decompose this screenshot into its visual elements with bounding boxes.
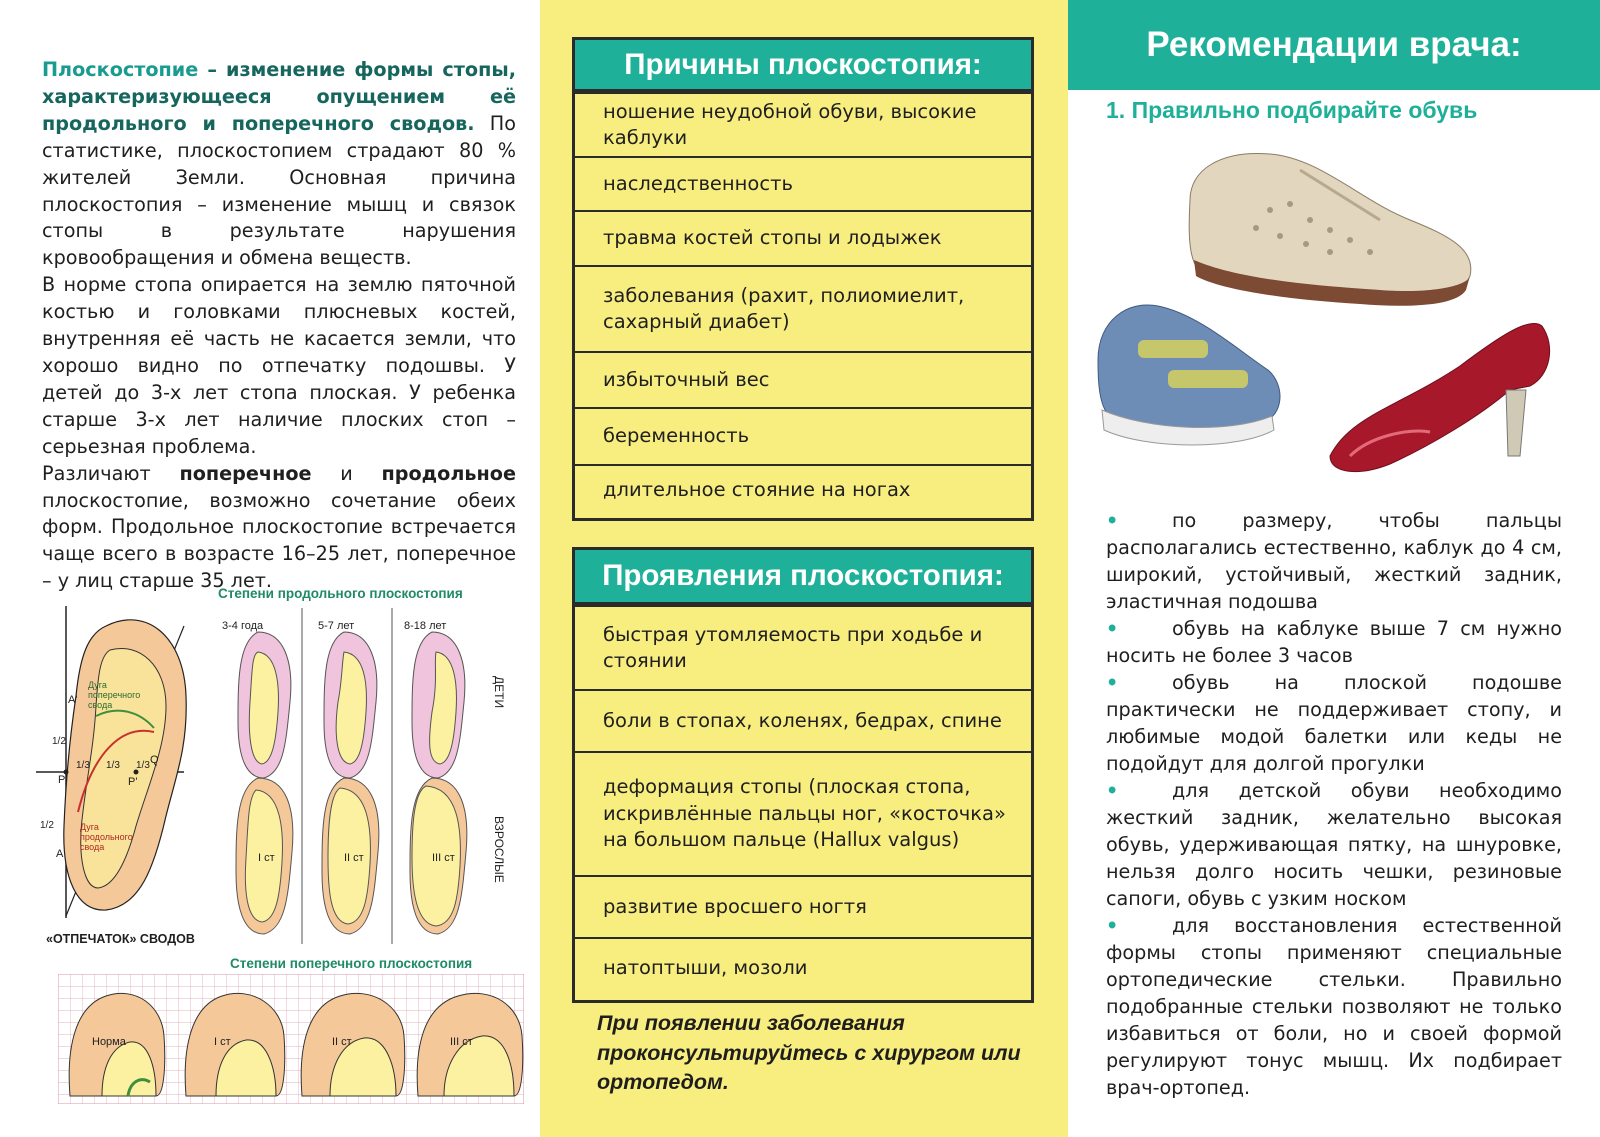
- age-label-1: 3-4 года: [222, 620, 264, 632]
- letter-p: P: [58, 774, 66, 786]
- symptom-item: натоптыши, мозоли: [575, 937, 1031, 997]
- symptom-item: быстрая утомляемость при ходьбе и стоянии: [575, 605, 1031, 689]
- consult-note: При появлении заболевания проконсультируйтесь с хирургом или ортопедом.: [597, 1011, 1021, 1094]
- letter-q: Q: [150, 754, 159, 766]
- bullet-icon: •: [1106, 509, 1119, 532]
- intro-text: [42, 57, 516, 595]
- recommendation-item: • по размеру, чтобы пальцы располагались естественно, каблук до 4 см, широкий, устойчивый, жесткий задник, эластичная подошва: [1106, 509, 1562, 613]
- child-foot-2: [324, 632, 377, 778]
- grade-label-3: III ст: [432, 852, 455, 864]
- left-panel: [0, 0, 540, 1137]
- transverse-label-1: I ст: [214, 1036, 231, 1048]
- intro-paragraph-3: Различают поперечное и продольное плоскостопие, возможно сочетание обеих форм. Продольное плоскостопие встречается чаще всего в возрасте 16–25 лет, поперечное – у лиц старше 35 лет.: [42, 461, 516, 593]
- symptoms-box: [572, 547, 1034, 1003]
- letter-p1: P': [128, 776, 138, 788]
- third-mark-1: 1/3: [76, 760, 90, 771]
- transverse-label-2: II ст: [332, 1036, 352, 1048]
- recommendations-title: Рекомендации врача:: [1068, 0, 1600, 90]
- symptom-item: боли в стопах, коленях, бедрах, спине: [575, 689, 1031, 751]
- child-sandal-image: [1088, 300, 1288, 450]
- child-foot-3: [412, 632, 465, 778]
- definition: – изменение формы стопы, характеризующееся опущением её продольного и поперечного сводов.: [42, 58, 516, 135]
- recommendation-item: • обувь на плоской подошве практически не поддерживает стопу, и любимые модой балетки или кеды не подойдут для долгой прогулки: [1106, 671, 1562, 775]
- transverse-term: поперечное: [179, 461, 312, 485]
- causes-box: [572, 37, 1034, 521]
- arc-transverse-label: Дуга поперечного свода: [88, 680, 141, 710]
- letter-a: A: [56, 848, 64, 860]
- bullet-icon: •: [1106, 779, 1119, 802]
- longitudinal-term: продольное: [381, 461, 516, 485]
- longitudinal-figure-title: Степени продольного плоскостопия: [218, 586, 463, 601]
- intro-paragraph-2: В норме стопа опирается на землю пяточной костью и головками плюсневых костей, внутренняя её часть не касается земли, что хорошо видно по отпечатку подошвы. У детей до 3-х лет стопа плоская. У ребенка старше 3-х лет наличие плоских стоп – серьезная проблема.: [42, 273, 516, 458]
- intro-paragraph-1: [42, 57, 516, 272]
- bullet-icon: •: [1106, 914, 1119, 937]
- arc-longitudinal-label: Дуга продольного свода: [80, 822, 133, 852]
- third-mark-2: 1/3: [106, 760, 120, 771]
- grade-label-2: II ст: [344, 852, 364, 864]
- cause-item: беременность: [575, 407, 1031, 464]
- cause-item: наследственность: [575, 156, 1031, 210]
- cause-item: заболевания (рахит, полиомиелит, сахарный диабет): [575, 265, 1031, 351]
- cause-item: травма костей стопы и лодыжек: [575, 210, 1031, 265]
- longitudinal-grades-diagram: [214, 608, 490, 944]
- child-foot-1: [238, 632, 291, 778]
- age-label-3: 8-18 лет: [404, 620, 447, 632]
- recommendation-item: • обувь на каблуке выше 7 см нужно носить не более 3 часов: [1106, 617, 1562, 667]
- lace-up-shoe-image: [1180, 140, 1480, 310]
- red-heel-shoe-image: [1310, 306, 1560, 476]
- statistics: По статистике, плоскостопием страдают 80 % жителей Земли. Основная причина плоскостопия – изменение мышц и связок стопы в результате нарушения кровообращения и обмена веществ.: [42, 111, 516, 270]
- symptoms-title: Проявления плоскостопия:: [575, 550, 1031, 605]
- half-mark-top: 1/2: [52, 736, 66, 747]
- recommendation-item: • для восстановления естественной формы стопы применяют специальные ортопедические стельки. Правильно подобранные стельки позволяют не только избавиться от боли, но и своей формой регулируют тонус мышц. Их подбирает врач-ортопед.: [1106, 914, 1562, 1099]
- bullet-icon: •: [1106, 617, 1119, 640]
- children-label: ДЕТИ: [492, 676, 506, 709]
- cause-item: длительное стояние на ногах: [575, 464, 1031, 515]
- transverse-label-norm: Норма: [92, 1036, 126, 1048]
- recommendations-list: [1106, 507, 1562, 1101]
- adults-label: ВЗРОСЛЫЕ: [492, 816, 506, 883]
- causes-title: Причины плоскостопия:: [575, 40, 1031, 92]
- third-mark-3: 1/3: [136, 760, 150, 771]
- grade-label-1: I ст: [258, 852, 275, 864]
- cause-item: ношение неудобной обуви, высокие каблуки: [575, 92, 1031, 156]
- recommendations-subtitle: 1. Правильно подбирайте обувь: [1106, 97, 1478, 123]
- foot-print-diagram: [36, 606, 206, 918]
- bullet-icon: •: [1106, 671, 1119, 694]
- half-mark-bottom: 1/2: [40, 820, 54, 831]
- age-label-2: 5-7 лет: [318, 620, 355, 632]
- term-flatfoot: Плоскостопие: [42, 58, 199, 81]
- letter-a1: A': [68, 694, 78, 706]
- recommendation-item: • для детской обуви необходимо жесткий задник, желательно высокая обувь, удерживающая пятку, на шнуровке, нельзя долго носить чешки, резиновые сапоги, обувь с узким носком: [1106, 779, 1562, 910]
- symptom-item: развитие вросшего ногтя: [575, 875, 1031, 937]
- transverse-figure-title: Степени поперечного плоскостопия: [230, 956, 473, 971]
- cause-item: избыточный вес: [575, 351, 1031, 407]
- print-caption: «ОТПЕЧАТОК» СВОДОВ: [46, 932, 195, 946]
- symptom-item: деформация стопы (плоская стопа, искривлённые пальцы ног, «косточка» на большом пальце (Hallux valgus): [575, 751, 1031, 875]
- transverse-label-3: III ст: [450, 1036, 473, 1048]
